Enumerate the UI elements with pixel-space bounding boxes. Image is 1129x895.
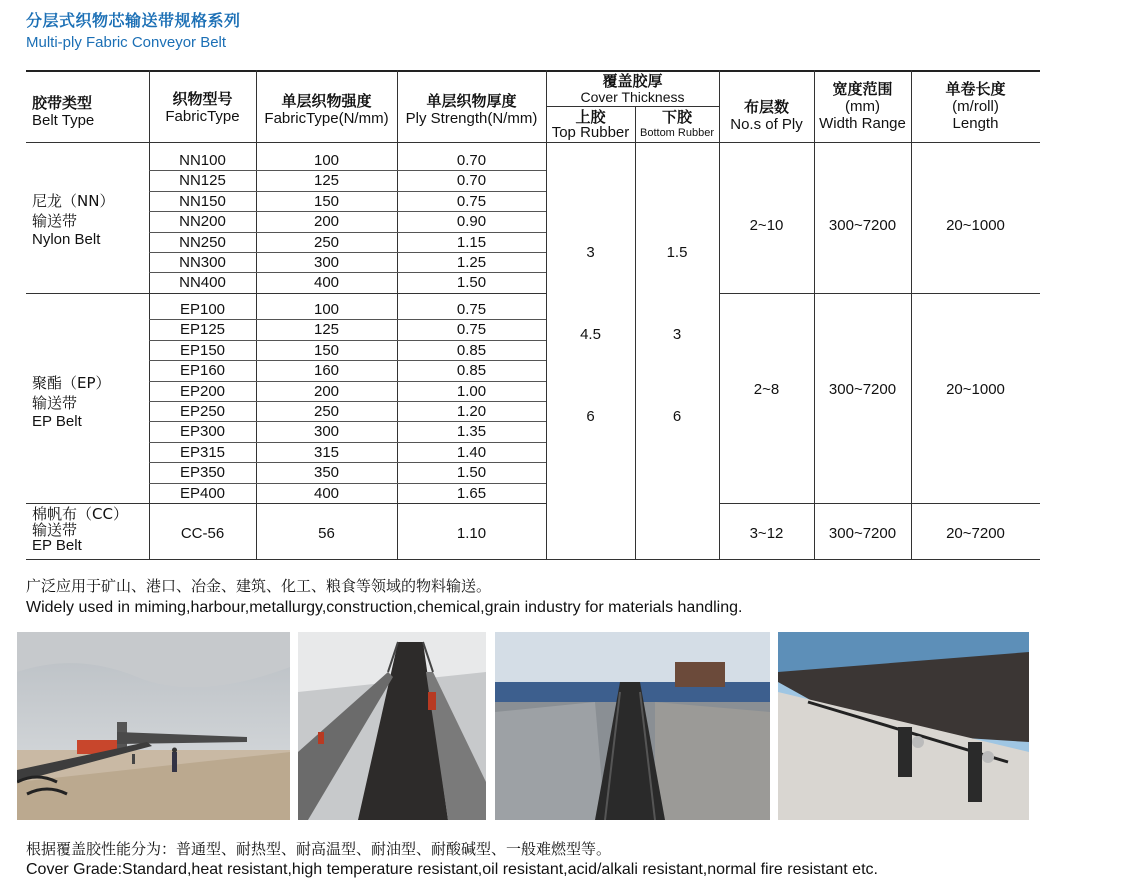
grade-note-cn: 根据覆盖胶性能分为：普通型、耐热型、耐高温型、耐油型、耐酸碱型、一般难燃型等。 — [26, 840, 612, 858]
row-divider — [149, 232, 546, 233]
fabric-type-cell: EP350 — [179, 464, 226, 482]
header-cover-thickness: 覆盖胶厚 Cover Thickness — [580, 72, 685, 105]
fabric-type-cell: EP300 — [179, 423, 226, 441]
row-divider — [149, 191, 546, 192]
row-divider — [149, 401, 546, 402]
ep-bottom-rubber-1: 3 — [672, 326, 682, 343]
row-divider — [149, 252, 546, 253]
thickness-cell: 1.65 — [456, 484, 487, 502]
nn-ep-separator — [26, 293, 546, 294]
conveyor-site-photo — [17, 632, 290, 820]
thickness-cell: 0.85 — [456, 362, 487, 380]
col-line-7 — [814, 70, 815, 560]
nn-plies: 2~10 — [749, 217, 784, 234]
cc-length: 20~7200 — [946, 525, 1005, 542]
fabric-type-cell: EP100 — [179, 301, 226, 318]
cc-fabric: CC-56 — [180, 525, 225, 542]
strength-cell: 125 — [313, 172, 340, 190]
thickness-cell: 0.75 — [456, 301, 487, 318]
ep-top-rubber-1: 4.5 — [580, 326, 601, 343]
fabric-type-cell: EP315 — [179, 443, 226, 461]
nn-top-rubber: 3 — [586, 244, 595, 261]
conveyor-belt-closeup-photo — [298, 632, 486, 820]
header-bottom-border — [26, 142, 1040, 143]
thickness-cell: 0.90 — [456, 213, 487, 231]
ep-width: 300~7200 — [828, 381, 897, 398]
fabric-type-cell: EP200 — [179, 382, 226, 400]
header-fabric-type: 织物型号 FabricType — [165, 90, 240, 125]
fabric-type-cell: EP250 — [179, 403, 226, 420]
cc-width: 300~7200 — [828, 525, 897, 542]
thickness-cell: 0.70 — [456, 152, 487, 169]
table-bottom-border — [26, 559, 1040, 560]
thickness-cell: 1.25 — [456, 254, 487, 271]
strength-cell: 350 — [313, 464, 340, 482]
strength-cell: 300 — [313, 254, 340, 271]
strength-cell: 250 — [313, 403, 340, 420]
row-divider — [149, 462, 546, 463]
strength-cell: 300 — [313, 423, 340, 441]
mining-conveyor-photo — [495, 632, 770, 820]
thickness-cell: 1.40 — [456, 443, 487, 461]
row-divider — [149, 360, 546, 361]
header-top-rubber: 上胶 Top Rubber — [551, 108, 630, 141]
col-line-6 — [719, 70, 720, 560]
strength-cell: 150 — [313, 341, 340, 359]
nn-width: 300~7200 — [828, 217, 897, 234]
header-single-strength: 单层织物强度 FabricType(N/mm) — [264, 92, 389, 127]
header-single-thickness: 单层织物厚度 Ply Strength(N/mm) — [405, 92, 538, 127]
belt-conveyor-idlers-photo — [778, 632, 1029, 820]
ep-bottom-rubber-2: 6 — [672, 408, 682, 425]
strength-cell: 160 — [313, 362, 340, 380]
header-belt-type: 胶带类型 Belt Type — [32, 94, 95, 129]
strength-cell: 200 — [313, 213, 340, 231]
strength-cell: 315 — [313, 443, 340, 461]
thickness-cell: 1.00 — [456, 382, 487, 400]
header-length: 单卷长度 (m/roll) Length — [945, 80, 1006, 132]
thickness-cell: 1.20 — [456, 403, 487, 420]
row-divider — [149, 272, 546, 273]
page-title-cn: 分层式织物芯输送带规格系列 — [26, 11, 241, 30]
thickness-cell: 0.85 — [456, 341, 487, 359]
row-divider — [149, 170, 546, 171]
fabric-type-cell: NN125 — [179, 172, 226, 190]
ep-top-rubber-2: 6 — [586, 408, 595, 425]
row-divider — [149, 483, 546, 484]
fabric-type-cell: NN300 — [179, 254, 226, 271]
ep-length: 20~1000 — [946, 381, 1005, 398]
table-top-border — [26, 70, 1040, 72]
usage-note-cn: 广泛应用于矿山、港口、冶金、建筑、化工、粮食等领域的物料输送。 — [26, 577, 492, 595]
row-divider — [149, 211, 546, 212]
thickness-cell: 1.50 — [456, 274, 487, 292]
fabric-type-cell: EP150 — [179, 341, 226, 359]
strength-cell: 250 — [313, 233, 340, 251]
usage-note-en: Widely used in miming,harbour,metallurgy,construction,chemical,grain industry for materials handling. — [26, 599, 743, 616]
nn-length: 20~1000 — [946, 217, 1005, 234]
header-bottom-rubber: 下胶 Bottom Rubber — [640, 108, 714, 139]
ep-cc-separator-right — [719, 503, 1040, 504]
fabric-type-cell: NN100 — [179, 152, 226, 169]
fabric-type-cell: NN150 — [179, 192, 226, 210]
cc-thickness: 1.10 — [456, 525, 487, 542]
ep-group-label: 聚酯（EP） 输送带 EP Belt — [32, 374, 111, 430]
thickness-cell: 0.70 — [456, 172, 487, 190]
thickness-cell: 1.35 — [456, 423, 487, 441]
thickness-cell: 1.50 — [456, 464, 487, 482]
strength-cell: 400 — [313, 274, 340, 292]
row-divider — [149, 381, 546, 382]
fabric-type-cell: NN250 — [179, 233, 226, 251]
strength-cell: 150 — [313, 192, 340, 210]
cover-divider-line — [546, 106, 719, 107]
strength-cell: 100 — [313, 152, 340, 169]
fabric-type-cell: NN400 — [179, 274, 226, 292]
row-divider — [149, 421, 546, 422]
thickness-cell: 1.15 — [456, 233, 487, 251]
row-divider — [149, 340, 546, 341]
header-plies: 布层数 No.s of Ply — [730, 98, 803, 133]
grade-note-en: Cover Grade:Standard,heat resistant,high temperature resistant,oil resistant,acid/alkali resistant,normal fire resistant etc. — [26, 861, 878, 878]
strength-cell: 200 — [313, 382, 340, 400]
spec-table — [26, 70, 1040, 560]
row-divider — [149, 442, 546, 443]
ep-cc-separator — [26, 503, 546, 504]
cc-plies: 3~12 — [749, 525, 784, 542]
strength-cell: 125 — [313, 321, 340, 339]
fabric-type-cell: NN200 — [179, 213, 226, 231]
page-title-en: Multi-ply Fabric Conveyor Belt — [26, 34, 227, 51]
header-width-range: 宽度范围 (mm) Width Range — [819, 80, 906, 132]
fabric-type-cell: EP125 — [179, 321, 226, 339]
col-line-4 — [546, 70, 547, 560]
strength-cell: 100 — [313, 301, 340, 318]
thickness-cell: 0.75 — [456, 192, 487, 210]
strength-cell: 400 — [313, 484, 340, 502]
nn-bottom-rubber: 1.5 — [666, 244, 688, 261]
nn-ep-separator-right — [719, 293, 1040, 294]
ep-plies: 2~8 — [753, 381, 780, 398]
row-divider — [149, 319, 546, 320]
cc-strength: 56 — [318, 525, 335, 542]
fabric-type-cell: EP160 — [179, 362, 226, 380]
nn-group-label: 尼龙（NN） 输送带 Nylon Belt — [32, 192, 115, 248]
thickness-cell: 0.75 — [456, 321, 487, 339]
col-line-8 — [911, 70, 912, 560]
cc-group-label: 棉帆布（CC） 输送带 EP Belt — [32, 505, 128, 554]
fabric-type-cell: EP400 — [179, 484, 226, 502]
